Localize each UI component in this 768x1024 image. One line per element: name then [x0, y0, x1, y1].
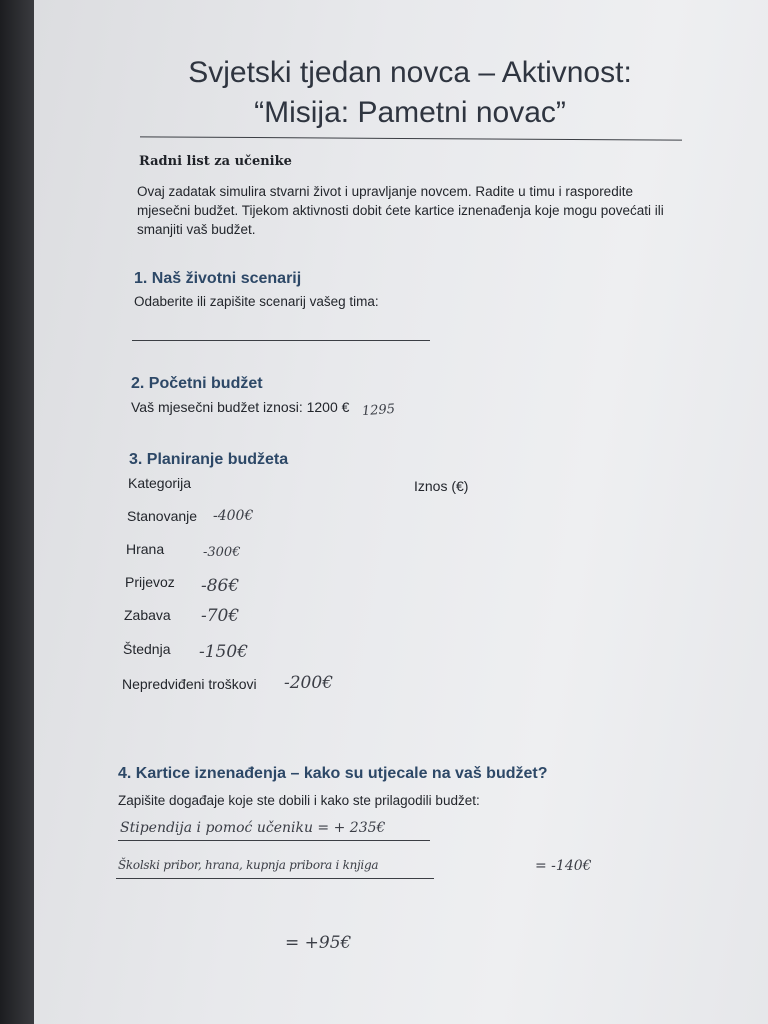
category-savings: Štednja	[123, 641, 171, 657]
amount-food: -300€	[203, 545, 241, 560]
surprise-card-line-2-amount: = -140€	[535, 858, 592, 874]
answer-line-1	[118, 840, 430, 841]
section-2-heading: 2. Početni budžet	[131, 375, 263, 392]
amount-housing: -400€	[213, 508, 254, 524]
intro-line-3: smanjiti vaš budžet.	[137, 222, 256, 237]
worksheet-label: Radni list za učenike	[139, 154, 292, 169]
amount-transport: -86€	[201, 576, 240, 596]
amount-entertainment: -70€	[201, 606, 240, 626]
title-line-2: “Misija: Pametni novac”	[254, 96, 566, 129]
surprise-card-line-2: Školski pribor, hrana, kupnja pribora i knjiga	[118, 858, 379, 872]
column-header-amount: Iznos (€)	[414, 478, 469, 494]
budget-amount-text: Vaš mjesečni budžet iznosi: 1200 €	[131, 399, 350, 415]
intro-line-1: Ovaj zadatak simulira stvarni život i upravljanje novcem. Radite u timu i rasporedite	[137, 184, 633, 199]
background-edge	[0, 0, 34, 1024]
section-4-heading: 4. Kartice iznenađenja – kako su utjecale na vaš budžet?	[118, 765, 548, 782]
surprise-card-line-1: Stipendija i pomoć učeniku = + 235€	[120, 820, 386, 836]
section-1-prompt: Odaberite ili zapišite scenarij vašeg tima:	[134, 294, 379, 309]
answer-line-2	[116, 878, 434, 879]
amount-unexpected-costs: -200€	[284, 673, 334, 693]
column-header-category: Kategorija	[128, 475, 192, 491]
category-housing: Stanovanje	[127, 508, 198, 524]
surprise-total: = +95€	[285, 933, 352, 953]
category-entertainment: Zabava	[124, 607, 171, 623]
amount-savings: -150€	[199, 642, 249, 662]
category-unexpected-costs: Nepredviđeni troškovi	[122, 676, 257, 692]
category-transport: Prijevoz	[125, 574, 175, 590]
title-line-1: Svjetski tjedan novca – Aktivnost:	[188, 56, 632, 89]
category-food: Hrana	[126, 541, 165, 557]
scenario-answer-line	[132, 340, 430, 341]
intro-line-2: mjesečni budžet. Tijekom aktivnosti dobit ćete kartice iznenađenja koje mogu povećati ili	[137, 203, 664, 218]
section-3-heading: 3. Planiranje budžeta	[129, 451, 289, 468]
budget-handwritten-note: 1295	[361, 401, 396, 420]
section-4-prompt: Zapišite događaje koje ste dobili i kako ste prilagodili budžet:	[118, 793, 480, 808]
section-1-heading: 1. Naš životni scenarij	[134, 270, 302, 287]
